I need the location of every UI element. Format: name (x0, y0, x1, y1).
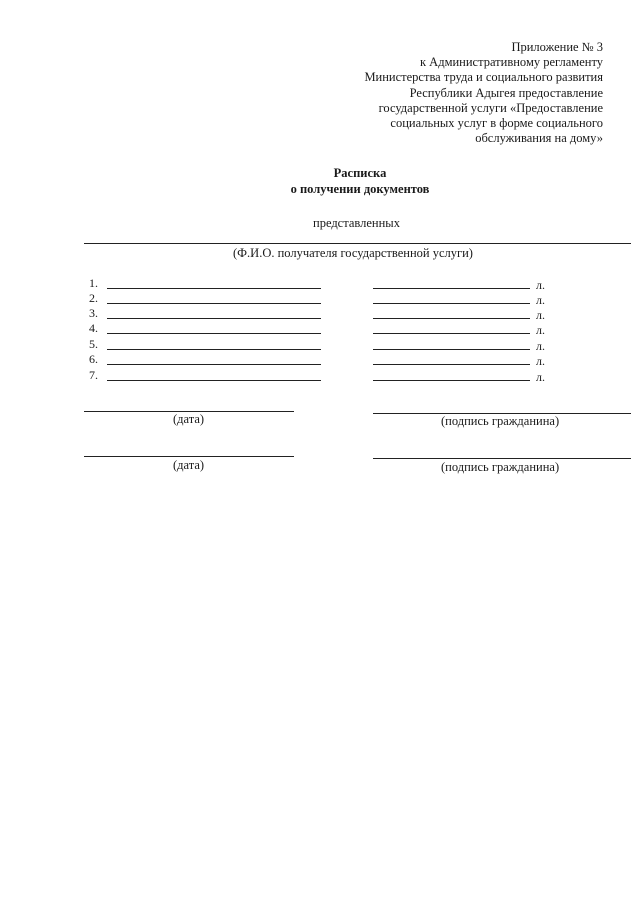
date-caption: (дата) (173, 412, 205, 426)
document-number: 1. (89, 276, 98, 290)
document-sheets-line (373, 303, 530, 304)
appendix-header (283, 40, 603, 146)
presented-label: представленных (313, 216, 400, 230)
document-name-line (107, 303, 321, 304)
fio-caption: (Ф.И.О. получателя государственной услуги) (233, 246, 473, 260)
sheets-unit: л. (536, 293, 545, 307)
document-title (0, 166, 639, 197)
title-line-1: Расписка (333, 166, 387, 180)
document-sheets-line (373, 318, 530, 319)
document-name-line (107, 318, 321, 319)
document-name-line (107, 349, 321, 350)
appendix-line: к Административному регламенту (419, 55, 603, 70)
appendix-line: Приложение № 3 (511, 40, 603, 54)
date-blank-line (84, 456, 294, 457)
document-row (89, 321, 559, 335)
appendix-line: Министерства труда и социального развития (364, 70, 603, 85)
appendix-line: социальных услуг в форме социального (390, 116, 603, 131)
document-row (89, 352, 559, 366)
document-sheets-line (373, 333, 530, 334)
document-name-line (107, 364, 321, 365)
fio-blank-line (84, 243, 631, 244)
document-number: 7. (89, 368, 98, 382)
document-row (89, 291, 559, 305)
sheets-unit: л. (536, 339, 545, 353)
appendix-line: обслуживания на дому» (475, 131, 603, 146)
signature-blank-line (373, 458, 631, 459)
sheets-unit: л. (536, 354, 545, 368)
date-caption: (дата) (173, 458, 205, 472)
document-sheets-line (373, 364, 530, 365)
signature-caption: (подпись гражданина) (441, 414, 560, 428)
title-line-2: о получении документов (290, 181, 430, 196)
appendix-line: государственной услуги «Предоставление (378, 100, 603, 115)
document-number: 6. (89, 352, 98, 366)
document-row (89, 368, 559, 382)
sheets-unit: л. (536, 370, 545, 384)
document-sheets-line (373, 288, 530, 289)
document-number: 2. (89, 291, 98, 305)
document-name-line (107, 380, 321, 381)
document-number: 3. (89, 306, 98, 320)
document-number: 4. (89, 321, 98, 335)
document-row (89, 337, 559, 351)
document-sheets-line (373, 349, 530, 350)
sheets-unit: л. (536, 308, 545, 322)
sheets-unit: л. (536, 323, 545, 337)
document-sheets-line (373, 380, 530, 381)
signature-caption: (подпись гражданина) (441, 460, 560, 474)
sheets-unit: л. (536, 278, 545, 292)
document-row (89, 276, 559, 290)
appendix-line: Республики Адыгея предоставление (409, 85, 603, 100)
document-name-line (107, 333, 321, 334)
document-number: 5. (89, 337, 98, 351)
document-row (89, 306, 559, 320)
document-name-line (107, 288, 321, 289)
